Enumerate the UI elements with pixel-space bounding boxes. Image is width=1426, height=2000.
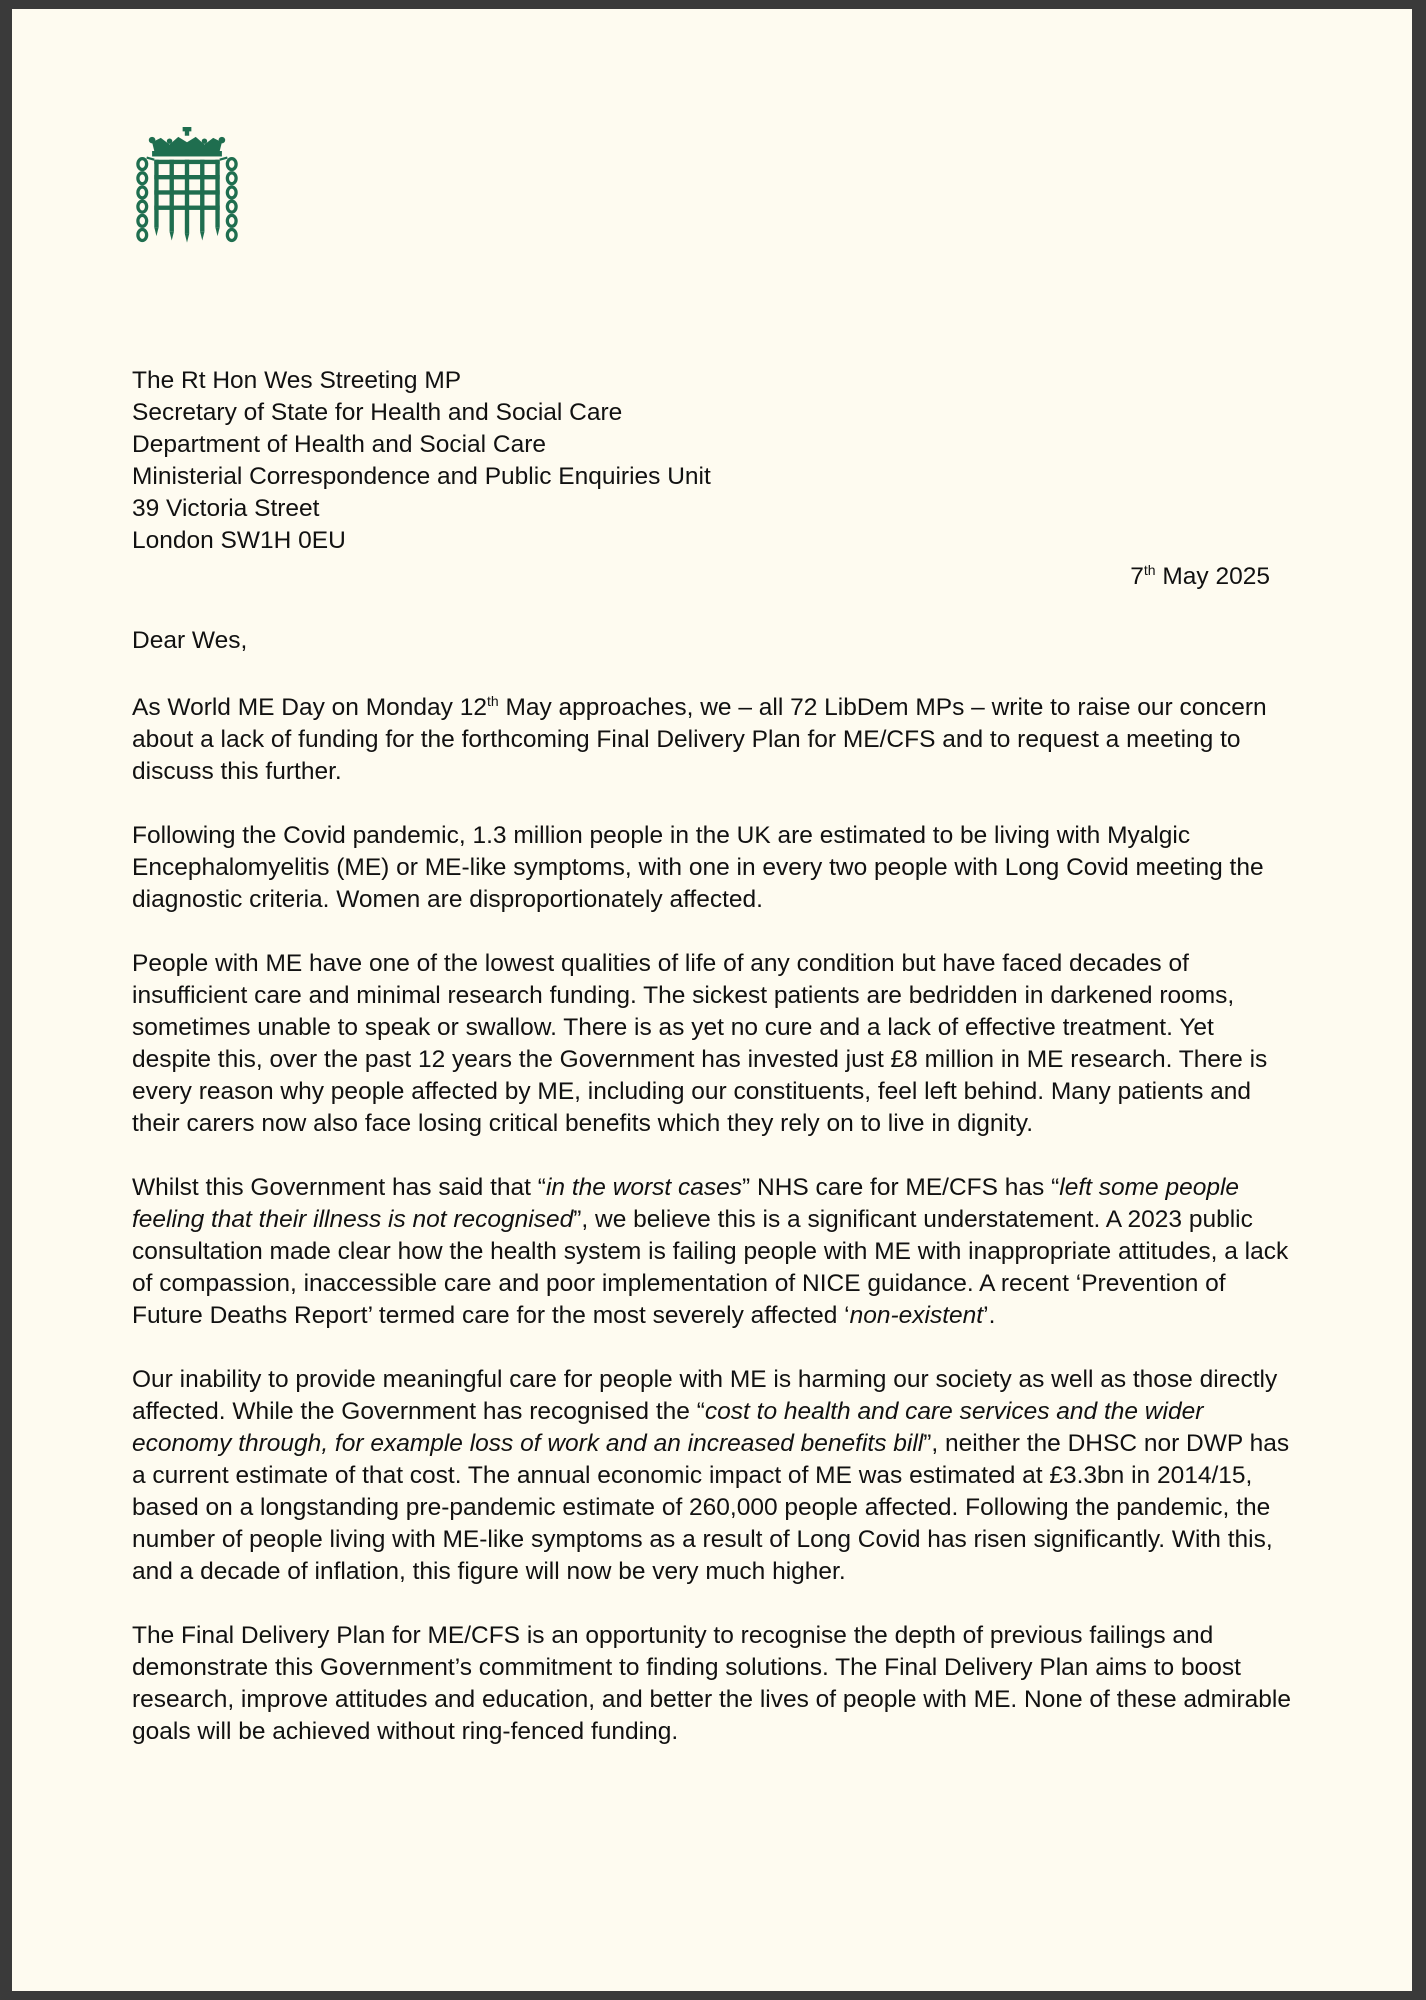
address-line: Department of Health and Social Care <box>132 431 546 458</box>
paragraph <box>132 1364 1292 1588</box>
recipient-address <box>132 365 711 557</box>
salutation: Dear Wes, <box>132 627 248 654</box>
paragraph: The Final Delivery Plan for ME/CFS is an opportunity to recognise the depth of previous failings and demonstrate this Government’s commitment to finding solutions. The Final Delivery Plan aims to boost research, improve attitudes and education, and better the lives of people with ME. None of these admirable goals will be achieved without ring-fenced funding. <box>132 1622 1291 1745</box>
portcullis-icon <box>132 127 242 247</box>
quote-italic: in the worst cases <box>545 1174 743 1201</box>
quote-italic: non-existent <box>849 1302 984 1329</box>
paragraph-text: ” NHS care for ME/CFS has “ <box>742 1174 1060 1201</box>
letter-page <box>12 9 1412 1991</box>
paragraph-text: As World ME Day on Monday 12 <box>132 694 487 721</box>
paragraph-text: Whilst this Government has said that “ <box>132 1174 546 1201</box>
letter-body <box>132 692 1292 1780</box>
paragraph-text: Our inability to provide meaningful care for people with ME is harming our society as well as those directly affected. While the Government has recognised the “ <box>132 1366 1278 1425</box>
paragraph <box>132 692 1292 788</box>
paragraph-text: ’. <box>983 1302 996 1329</box>
address-line: Secretary of State for Health and Social Care <box>132 399 623 426</box>
address-line: Ministerial Correspondence and Public Enquiries Unit <box>132 463 711 490</box>
paragraph: People with ME have one of the lowest qualities of life of any condition but have faced decades of insufficient care and minimal research funding. The sickest patients are bedridden in darkened rooms, sometimes unable to speak or swallow. There is as yet no cure and a lack of effective treatment. Yet despite this, over the past 12 years the Government has invested just £8 million in ME research. There is every reason why people affected by ME, including our constituents, feel left behind. Many patients and their carers now also face losing critical benefits which they rely on to live in dignity. <box>132 950 1268 1137</box>
date-day: 7 <box>1130 563 1144 590</box>
paragraph-text: ”, neither the DHSC nor DWP has a current estimate of that cost. The annual economic impact of ME was estimated at £3.3bn in 2014/15, based on a longstanding pre-pandemic estimate of 260,000 people affected. Following the pandemic, the number of people living with ME-like symptoms as a result of Long Covid has risen significantly. With this, and a decade of inflation, this figure will now be very much higher. <box>132 1430 1290 1585</box>
superscript: th <box>486 692 499 709</box>
date-suffix: th <box>1143 561 1156 578</box>
address-line: 39 Victoria Street <box>132 495 320 522</box>
quote-italic: left some people feeling that their illness is not recognised <box>132 1174 1240 1233</box>
address-line: The Rt Hon Wes Streeting MP <box>132 367 462 394</box>
paragraph <box>132 1172 1292 1332</box>
quote-italic: cost to health and care services and the wider economy through, for example loss of work and an increased benefits bill <box>132 1398 1204 1457</box>
paragraph-text: ”, we believe this is a significant understatement. A 2023 public consultation made clear how the health system is failing people with ME with inappropriate attitudes, a lack of compassion, inaccessible care and poor implementation of NICE guidance. A recent ‘Prevention of Future Deaths Report’ termed care for the most severely affected ‘ <box>132 1206 1289 1329</box>
letter-date <box>1130 561 1270 593</box>
paragraph: Following the Covid pandemic, 1.3 million people in the UK are estimated to be living with Myalgic Encephalomyelitis (ME) or ME-like symptoms, with one in every two people with Long Covid meeting the diagnostic criteria. Women are disproportionately affected. <box>132 822 1264 913</box>
paragraph-text: May approaches, we – all 72 LibDem MPs – write to raise our concern about a lack of funding for the forthcoming Final Delivery Plan for ME/CFS and to request a meeting to discuss this further. <box>132 694 1267 785</box>
date-month-year: May 2025 <box>1155 563 1270 590</box>
address-line: London SW1H 0EU <box>132 527 346 554</box>
